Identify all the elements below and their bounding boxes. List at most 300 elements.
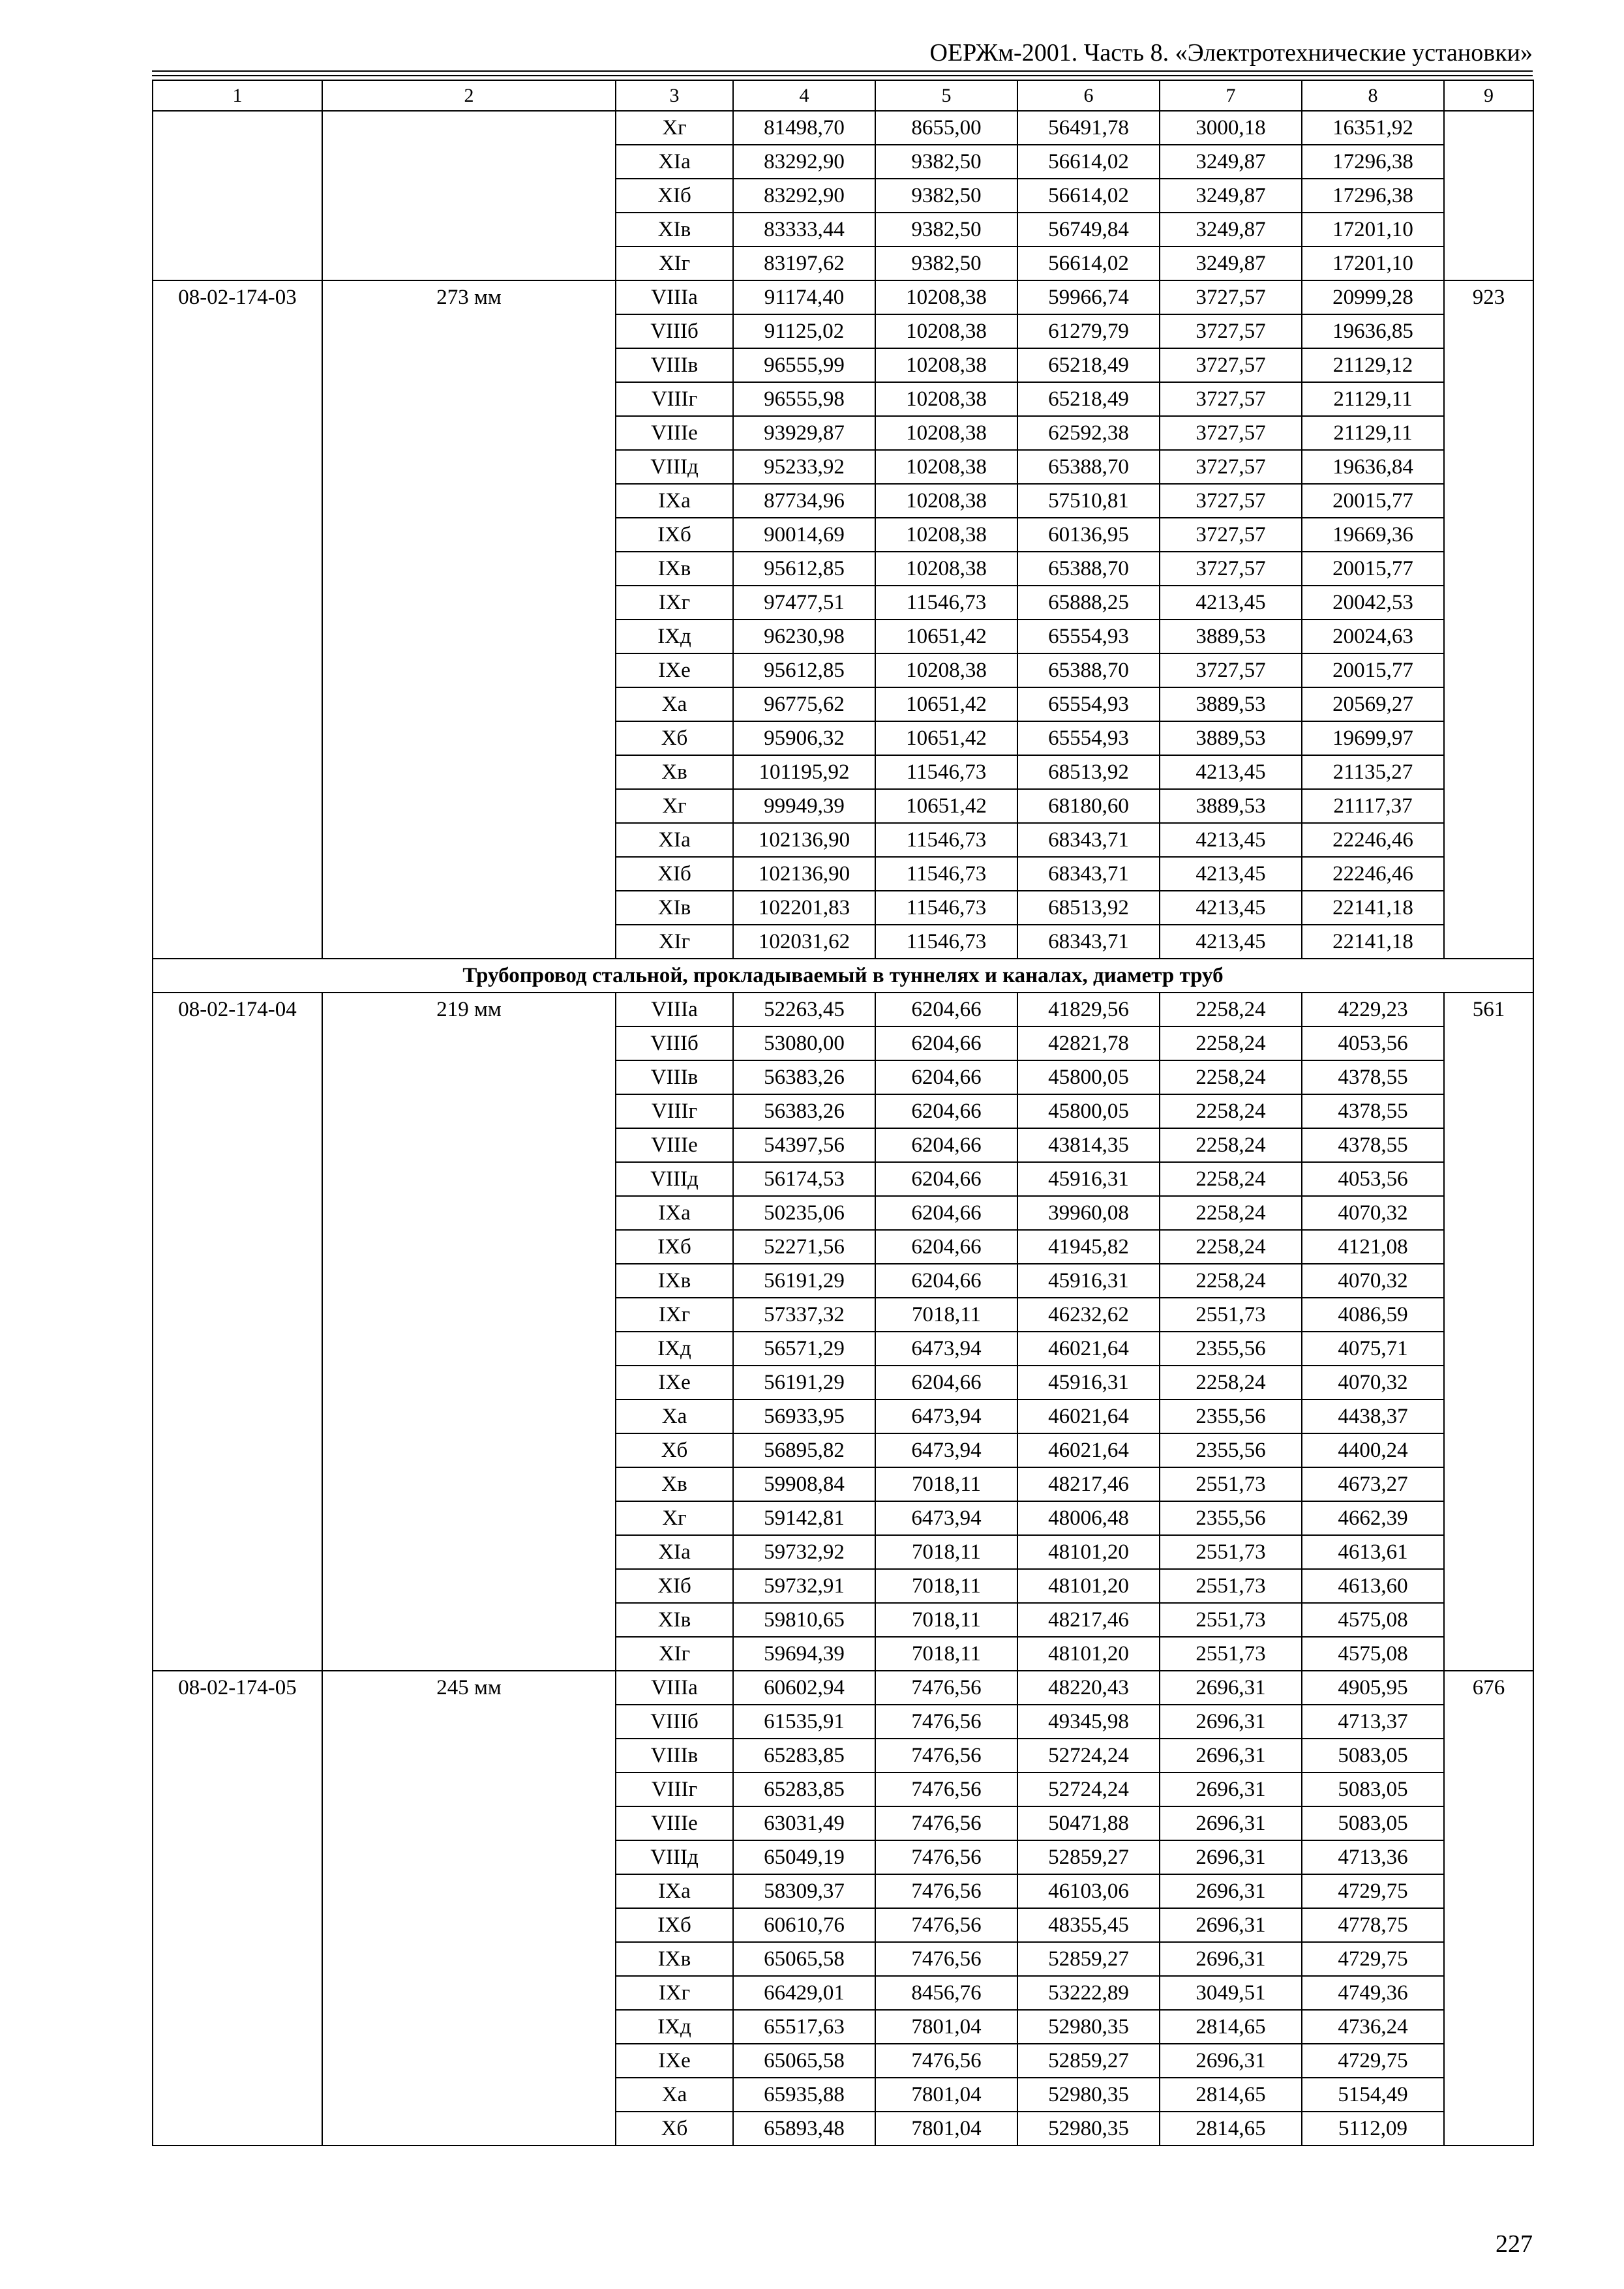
value-cell: 65283,85 [733, 1773, 875, 1806]
value-cell: 57337,32 [733, 1298, 875, 1332]
value-cell: 65554,93 [1017, 721, 1160, 755]
value-cell: 9382,50 [875, 247, 1017, 280]
value-cell: 56614,02 [1017, 145, 1160, 179]
value-cell: 3727,57 [1160, 416, 1302, 450]
value-cell: 19636,85 [1302, 314, 1444, 348]
header-rule-bottom [152, 75, 1533, 76]
value-cell: 4673,27 [1302, 1467, 1444, 1501]
rate-code: 08-02-174-03 [153, 280, 322, 959]
value-cell: 48101,20 [1017, 1569, 1160, 1603]
zone-cell: VIIIг [616, 382, 733, 416]
value-cell: 46232,62 [1017, 1298, 1160, 1332]
pipe-diameter [322, 111, 616, 280]
value-cell: 50235,06 [733, 1196, 875, 1230]
value-cell: 3049,51 [1160, 1976, 1302, 2010]
value-cell: 4053,56 [1302, 1162, 1444, 1196]
value-cell: 49345,98 [1017, 1705, 1160, 1739]
zone-cell: Xг [616, 111, 733, 145]
cost-table [152, 80, 1534, 2146]
value-cell: 20024,63 [1302, 620, 1444, 653]
value-cell: 22141,18 [1302, 891, 1444, 925]
value-cell: 2258,24 [1160, 1162, 1302, 1196]
value-cell: 96555,99 [733, 348, 875, 382]
zone-cell: IXв [616, 552, 733, 586]
value-cell: 7018,11 [875, 1535, 1017, 1569]
column-number: 8 [1302, 80, 1444, 111]
value-cell: 3000,18 [1160, 111, 1302, 145]
table-row [153, 993, 1533, 1026]
value-cell: 2551,73 [1160, 1637, 1302, 1671]
zone-cell: IXб [616, 518, 733, 552]
value-cell: 6204,66 [875, 1230, 1017, 1264]
value-cell: 7018,11 [875, 1637, 1017, 1671]
zone-cell: VIIIа [616, 993, 733, 1026]
value-cell: 50471,88 [1017, 1806, 1160, 1840]
value-cell: 7476,56 [875, 1874, 1017, 1908]
pipe-diameter: 219 мм [322, 993, 616, 1671]
value-cell: 4438,37 [1302, 1399, 1444, 1433]
value-cell: 6473,94 [875, 1399, 1017, 1433]
value-cell: 102031,62 [733, 925, 875, 959]
value-cell: 68343,71 [1017, 857, 1160, 891]
value-cell: 9382,50 [875, 145, 1017, 179]
zone-cell: Xв [616, 755, 733, 789]
zone-cell: VIIIд [616, 450, 733, 484]
zone-cell: IXв [616, 1264, 733, 1298]
value-cell: 20569,27 [1302, 687, 1444, 721]
value-cell: 10208,38 [875, 280, 1017, 314]
value-cell: 6204,66 [875, 1264, 1017, 1298]
value-cell: 59908,84 [733, 1467, 875, 1501]
value-cell: 48006,48 [1017, 1501, 1160, 1535]
value-cell: 4213,45 [1160, 823, 1302, 857]
value-cell: 10208,38 [875, 484, 1017, 518]
zone-cell: IXе [616, 653, 733, 687]
column-number: 4 [733, 80, 875, 111]
value-cell: 4086,59 [1302, 1298, 1444, 1332]
value-cell: 3727,57 [1160, 484, 1302, 518]
value-cell: 65554,93 [1017, 687, 1160, 721]
value-cell: 2258,24 [1160, 1026, 1302, 1060]
zone-cell: IXа [616, 1196, 733, 1230]
value-cell: 65388,70 [1017, 552, 1160, 586]
value-cell: 2696,31 [1160, 1705, 1302, 1739]
value-cell: 11546,73 [875, 925, 1017, 959]
value-cell: 2355,56 [1160, 1332, 1302, 1366]
value-cell: 20015,77 [1302, 484, 1444, 518]
value-cell: 7018,11 [875, 1298, 1017, 1332]
value-cell: 4613,61 [1302, 1535, 1444, 1569]
value-cell: 4213,45 [1160, 755, 1302, 789]
value-cell: 6204,66 [875, 1162, 1017, 1196]
value-cell: 3889,53 [1160, 687, 1302, 721]
zone-cell: IXг [616, 586, 733, 620]
value-cell: 22141,18 [1302, 925, 1444, 959]
value-cell: 4053,56 [1302, 1026, 1444, 1060]
value-cell: 54397,56 [733, 1128, 875, 1162]
value-cell: 91125,02 [733, 314, 875, 348]
value-cell: 4575,08 [1302, 1603, 1444, 1637]
zone-cell: VIIIа [616, 280, 733, 314]
value-cell: 19636,84 [1302, 450, 1444, 484]
value-cell: 48217,46 [1017, 1603, 1160, 1637]
value-cell: 68513,92 [1017, 755, 1160, 789]
value-cell: 83197,62 [733, 247, 875, 280]
value-cell: 11546,73 [875, 891, 1017, 925]
column-9-value: 923 [1444, 280, 1533, 959]
value-cell: 11546,73 [875, 823, 1017, 857]
value-cell: 60136,95 [1017, 518, 1160, 552]
value-cell: 3889,53 [1160, 789, 1302, 823]
zone-cell: VIIIд [616, 1840, 733, 1874]
value-cell: 52980,35 [1017, 2112, 1160, 2146]
value-cell: 2551,73 [1160, 1298, 1302, 1332]
column-9-value: 561 [1444, 993, 1533, 1671]
value-cell: 8655,00 [875, 111, 1017, 145]
column-number-row [153, 80, 1533, 111]
rate-code: 08-02-174-04 [153, 993, 322, 1671]
value-cell: 2355,56 [1160, 1399, 1302, 1433]
value-cell: 52859,27 [1017, 1840, 1160, 1874]
value-cell: 3727,57 [1160, 518, 1302, 552]
value-cell: 7801,04 [875, 2078, 1017, 2112]
zone-cell: XIб [616, 179, 733, 213]
value-cell: 61279,79 [1017, 314, 1160, 348]
value-cell: 10651,42 [875, 789, 1017, 823]
value-cell: 10208,38 [875, 552, 1017, 586]
value-cell: 60602,94 [733, 1671, 875, 1705]
zone-cell: VIIIа [616, 1671, 733, 1705]
value-cell: 56491,78 [1017, 111, 1160, 145]
value-cell: 68343,71 [1017, 925, 1160, 959]
value-cell: 65388,70 [1017, 450, 1160, 484]
value-cell: 3727,57 [1160, 552, 1302, 586]
value-cell: 2814,65 [1160, 2010, 1302, 2044]
value-cell: 5083,05 [1302, 1773, 1444, 1806]
value-cell: 4662,39 [1302, 1501, 1444, 1535]
value-cell: 2258,24 [1160, 1264, 1302, 1298]
value-cell: 52263,45 [733, 993, 875, 1026]
value-cell: 83292,90 [733, 179, 875, 213]
value-cell: 22246,46 [1302, 823, 1444, 857]
value-cell: 21117,37 [1302, 789, 1444, 823]
value-cell: 2258,24 [1160, 1094, 1302, 1128]
value-cell: 4213,45 [1160, 891, 1302, 925]
value-cell: 8456,76 [875, 1976, 1017, 2010]
value-cell: 65935,88 [733, 2078, 875, 2112]
zone-cell: IXд [616, 2010, 733, 2044]
value-cell: 56614,02 [1017, 179, 1160, 213]
value-cell: 4400,24 [1302, 1433, 1444, 1467]
value-cell: 3727,57 [1160, 314, 1302, 348]
zone-cell: XIа [616, 145, 733, 179]
value-cell: 3249,87 [1160, 145, 1302, 179]
zone-cell: IXе [616, 2044, 733, 2078]
value-cell: 57510,81 [1017, 484, 1160, 518]
value-cell: 21135,27 [1302, 755, 1444, 789]
value-cell: 3249,87 [1160, 247, 1302, 280]
value-cell: 48217,46 [1017, 1467, 1160, 1501]
value-cell: 4749,36 [1302, 1976, 1444, 2010]
value-cell: 95233,92 [733, 450, 875, 484]
value-cell: 20999,28 [1302, 280, 1444, 314]
value-cell: 45916,31 [1017, 1264, 1160, 1298]
value-cell: 2696,31 [1160, 1908, 1302, 1942]
table-row [153, 1671, 1533, 1705]
value-cell: 4070,32 [1302, 1366, 1444, 1399]
section-title: Трубопровод стальной, прокладываемый в туннелях и каналах, диаметр труб [153, 959, 1533, 993]
value-cell: 2258,24 [1160, 1230, 1302, 1264]
value-cell: 56191,29 [733, 1366, 875, 1399]
zone-cell: IXд [616, 620, 733, 653]
value-cell: 21129,11 [1302, 382, 1444, 416]
value-cell: 4729,75 [1302, 2044, 1444, 2078]
value-cell: 4213,45 [1160, 857, 1302, 891]
value-cell: 95906,32 [733, 721, 875, 755]
value-cell: 4729,75 [1302, 1874, 1444, 1908]
value-cell: 4070,32 [1302, 1264, 1444, 1298]
zone-cell: XIг [616, 925, 733, 959]
value-cell: 59732,91 [733, 1569, 875, 1603]
value-cell: 56933,95 [733, 1399, 875, 1433]
value-cell: 4378,55 [1302, 1094, 1444, 1128]
value-cell: 59810,65 [733, 1603, 875, 1637]
zone-cell: VIIIб [616, 1026, 733, 1060]
zone-cell: IXб [616, 1908, 733, 1942]
value-cell: 3727,57 [1160, 348, 1302, 382]
zone-cell: IXб [616, 1230, 733, 1264]
value-cell: 56383,26 [733, 1094, 875, 1128]
value-cell: 68513,92 [1017, 891, 1160, 925]
value-cell: 59694,39 [733, 1637, 875, 1671]
zone-cell: XIа [616, 823, 733, 857]
value-cell: 2355,56 [1160, 1501, 1302, 1535]
zone-cell: IXа [616, 484, 733, 518]
value-cell: 10208,38 [875, 348, 1017, 382]
value-cell: 9382,50 [875, 213, 1017, 247]
value-cell: 65283,85 [733, 1739, 875, 1773]
value-cell: 6204,66 [875, 1094, 1017, 1128]
zone-cell: Xг [616, 1501, 733, 1535]
value-cell: 3727,57 [1160, 280, 1302, 314]
value-cell: 3727,57 [1160, 450, 1302, 484]
value-cell: 65218,49 [1017, 382, 1160, 416]
value-cell: 2551,73 [1160, 1603, 1302, 1637]
value-cell: 83292,90 [733, 145, 875, 179]
value-cell: 2355,56 [1160, 1433, 1302, 1467]
value-cell: 59142,81 [733, 1501, 875, 1535]
zone-cell: VIIIе [616, 416, 733, 450]
value-cell: 10208,38 [875, 450, 1017, 484]
value-cell: 87734,96 [733, 484, 875, 518]
zone-cell: VIIIе [616, 1806, 733, 1840]
value-cell: 2551,73 [1160, 1535, 1302, 1569]
value-cell: 5154,49 [1302, 2078, 1444, 2112]
value-cell: 2814,65 [1160, 2112, 1302, 2146]
value-cell: 11546,73 [875, 586, 1017, 620]
value-cell: 53080,00 [733, 1026, 875, 1060]
value-cell: 101195,92 [733, 755, 875, 789]
value-cell: 3249,87 [1160, 213, 1302, 247]
value-cell: 7476,56 [875, 1806, 1017, 1840]
column-number: 3 [616, 80, 733, 111]
value-cell: 93929,87 [733, 416, 875, 450]
pipe-diameter: 245 мм [322, 1671, 616, 2146]
value-cell: 96775,62 [733, 687, 875, 721]
value-cell: 7476,56 [875, 1942, 1017, 1976]
value-cell: 2696,31 [1160, 1806, 1302, 1840]
value-cell: 48355,45 [1017, 1908, 1160, 1942]
page-number: 227 [1496, 2230, 1533, 2258]
value-cell: 2258,24 [1160, 1196, 1302, 1230]
header-rule-top [152, 70, 1533, 72]
zone-cell: IXг [616, 1976, 733, 2010]
value-cell: 4729,75 [1302, 1942, 1444, 1976]
value-cell: 10208,38 [875, 416, 1017, 450]
zone-cell: VIIIд [616, 1162, 733, 1196]
value-cell: 7476,56 [875, 2044, 1017, 2078]
value-cell: 65893,48 [733, 2112, 875, 2146]
value-cell: 90014,69 [733, 518, 875, 552]
zone-cell: VIIIв [616, 1060, 733, 1094]
value-cell: 95612,85 [733, 653, 875, 687]
value-cell: 5112,09 [1302, 2112, 1444, 2146]
zone-cell: IXа [616, 1874, 733, 1908]
value-cell: 62592,38 [1017, 416, 1160, 450]
value-cell: 20015,77 [1302, 552, 1444, 586]
value-cell: 66429,01 [733, 1976, 875, 2010]
zone-cell: Xа [616, 687, 733, 721]
value-cell: 7476,56 [875, 1840, 1017, 1874]
value-cell: 11546,73 [875, 857, 1017, 891]
value-cell: 4213,45 [1160, 925, 1302, 959]
value-cell: 56895,82 [733, 1433, 875, 1467]
value-cell: 5083,05 [1302, 1739, 1444, 1773]
zone-cell: Xа [616, 2078, 733, 2112]
value-cell: 6204,66 [875, 1366, 1017, 1399]
value-cell: 17296,38 [1302, 145, 1444, 179]
value-cell: 20015,77 [1302, 653, 1444, 687]
value-cell: 52859,27 [1017, 2044, 1160, 2078]
value-cell: 4121,08 [1302, 1230, 1444, 1264]
value-cell: 21129,11 [1302, 416, 1444, 450]
value-cell: 2551,73 [1160, 1569, 1302, 1603]
value-cell: 102201,83 [733, 891, 875, 925]
value-cell: 52724,24 [1017, 1773, 1160, 1806]
value-cell: 68180,60 [1017, 789, 1160, 823]
value-cell: 81498,70 [733, 111, 875, 145]
zone-cell: XIв [616, 1603, 733, 1637]
value-cell: 4070,32 [1302, 1196, 1444, 1230]
value-cell: 46021,64 [1017, 1433, 1160, 1467]
value-cell: 65065,58 [733, 2044, 875, 2078]
zone-cell: XIб [616, 1569, 733, 1603]
value-cell: 56191,29 [733, 1264, 875, 1298]
zone-cell: IXе [616, 1366, 733, 1399]
zone-cell: XIб [616, 857, 733, 891]
value-cell: 7018,11 [875, 1569, 1017, 1603]
value-cell: 59966,74 [1017, 280, 1160, 314]
value-cell: 56383,26 [733, 1060, 875, 1094]
value-cell: 2258,24 [1160, 993, 1302, 1026]
column-number: 6 [1017, 80, 1160, 111]
value-cell: 11546,73 [875, 755, 1017, 789]
value-cell: 60610,76 [733, 1908, 875, 1942]
value-cell: 41829,56 [1017, 993, 1160, 1026]
value-cell: 3889,53 [1160, 620, 1302, 653]
value-cell: 58309,37 [733, 1874, 875, 1908]
value-cell: 6204,66 [875, 993, 1017, 1026]
value-cell: 4213,45 [1160, 586, 1302, 620]
zone-cell: XIа [616, 1535, 733, 1569]
value-cell: 52859,27 [1017, 1942, 1160, 1976]
value-cell: 52724,24 [1017, 1739, 1160, 1773]
value-cell: 10651,42 [875, 687, 1017, 721]
zone-cell: Xб [616, 2112, 733, 2146]
value-cell: 4713,36 [1302, 1840, 1444, 1874]
zone-cell: XIв [616, 891, 733, 925]
value-cell: 3727,57 [1160, 653, 1302, 687]
value-cell: 52271,56 [733, 1230, 875, 1264]
value-cell: 2258,24 [1160, 1128, 1302, 1162]
value-cell: 65218,49 [1017, 348, 1160, 382]
value-cell: 48101,20 [1017, 1637, 1160, 1671]
value-cell: 4905,95 [1302, 1671, 1444, 1705]
value-cell: 56174,53 [733, 1162, 875, 1196]
value-cell: 65388,70 [1017, 653, 1160, 687]
value-cell: 5083,05 [1302, 1806, 1444, 1840]
zone-cell: Xв [616, 1467, 733, 1501]
value-cell: 7476,56 [875, 1705, 1017, 1739]
value-cell: 46021,64 [1017, 1399, 1160, 1433]
value-cell: 7018,11 [875, 1467, 1017, 1501]
value-cell: 95612,85 [733, 552, 875, 586]
value-cell: 56749,84 [1017, 213, 1160, 247]
column-number: 2 [322, 80, 616, 111]
column-number: 5 [875, 80, 1017, 111]
value-cell: 61535,91 [733, 1705, 875, 1739]
value-cell: 45916,31 [1017, 1162, 1160, 1196]
value-cell: 63031,49 [733, 1806, 875, 1840]
value-cell: 17201,10 [1302, 247, 1444, 280]
value-cell: 4713,37 [1302, 1705, 1444, 1739]
zone-cell: XIв [616, 213, 733, 247]
value-cell: 10651,42 [875, 721, 1017, 755]
value-cell: 4736,24 [1302, 2010, 1444, 2044]
zone-cell: Xа [616, 1399, 733, 1433]
value-cell: 2696,31 [1160, 1942, 1302, 1976]
table-row [153, 280, 1533, 314]
pipe-diameter: 273 мм [322, 280, 616, 959]
zone-cell: VIIIв [616, 348, 733, 382]
zone-cell: VIIIб [616, 1705, 733, 1739]
zone-cell: Xг [616, 789, 733, 823]
value-cell: 2551,73 [1160, 1467, 1302, 1501]
value-cell: 6473,94 [875, 1501, 1017, 1535]
value-cell: 65517,63 [733, 2010, 875, 2044]
zone-cell: XIг [616, 247, 733, 280]
zone-cell: VIIIб [616, 314, 733, 348]
value-cell: 91174,40 [733, 280, 875, 314]
value-cell: 10208,38 [875, 314, 1017, 348]
value-cell: 16351,92 [1302, 111, 1444, 145]
value-cell: 4378,55 [1302, 1128, 1444, 1162]
value-cell: 10651,42 [875, 620, 1017, 653]
value-cell: 2696,31 [1160, 1739, 1302, 1773]
value-cell: 65049,19 [733, 1840, 875, 1874]
value-cell: 46103,06 [1017, 1874, 1160, 1908]
value-cell: 2814,65 [1160, 2078, 1302, 2112]
